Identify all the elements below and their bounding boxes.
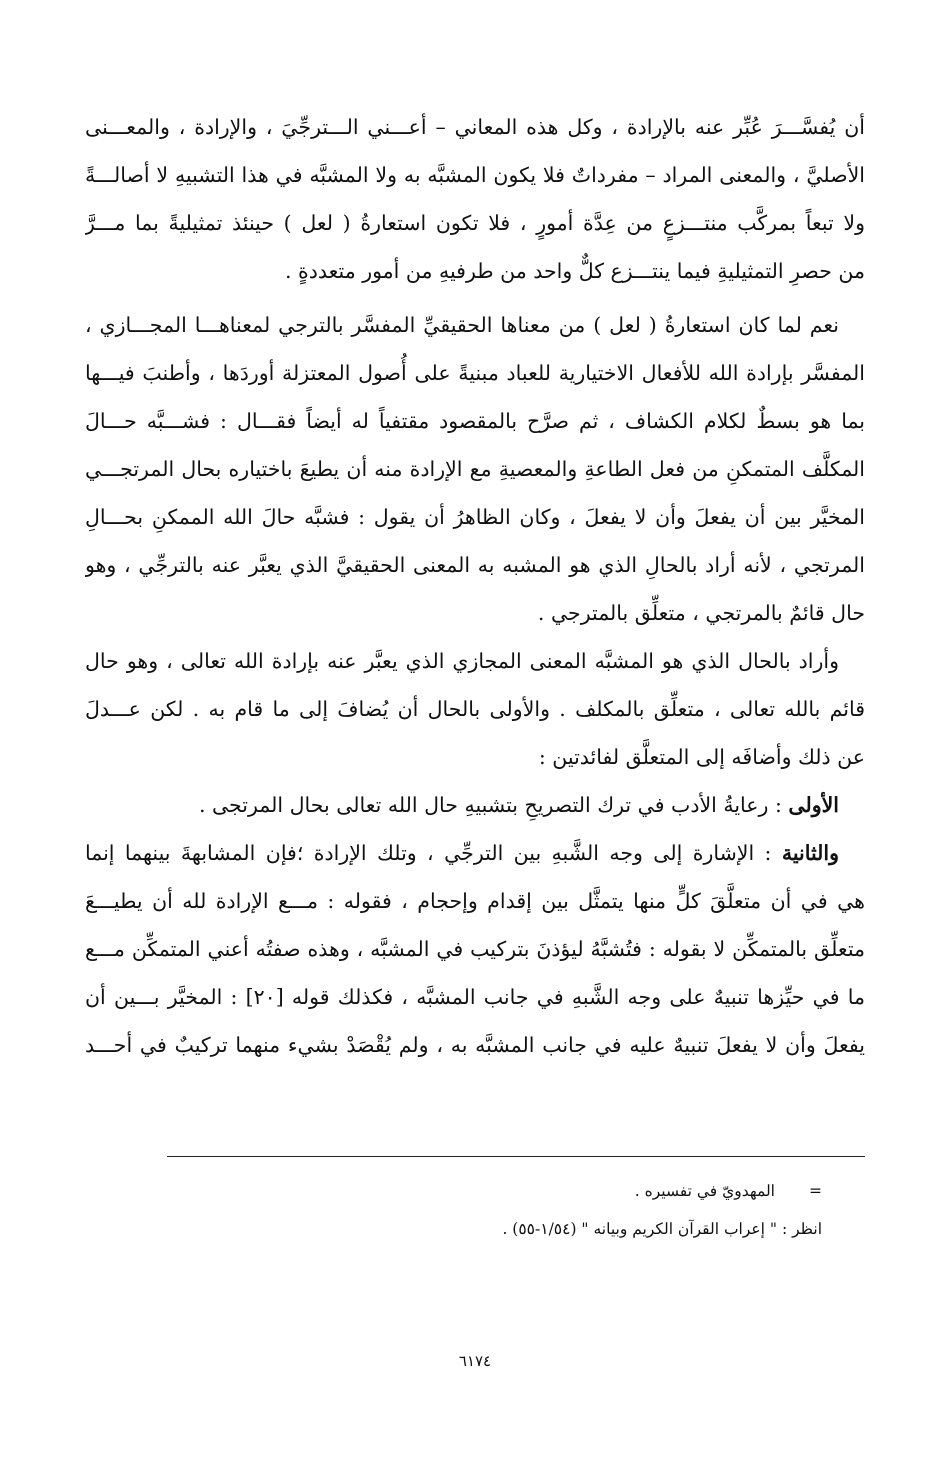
text-line: عن ذلك وأضافَه إلى المتعلَّق لفائدتين : [538,745,865,769]
paragraph-2 [85,301,865,637]
text-line: حال قائمٌ بالمرتجي ، متعلِّق بالمترجي . [537,601,865,625]
benefit-text: : رعايةُ الأدب في ترك التصريحِ بتشبيهِ حال الله تعالى بحال المرتجى . [198,793,789,817]
footnotes [200,1172,822,1248]
text-line: بما هو بسطٌ لكلام الكشاف ، ثم صرَّح بالمقصود مقتفياً له أيضاً فقـــال : فشـــبَّه حـــالَ [85,409,865,433]
text-line: متعلِّق بالمتمكِّن لا بقوله : فتُشبَّهُ ليؤذنَ بتركيب في المشبَّه ، وهذه صفتُه أعني المتمكِّن مـــع [85,937,865,961]
first-benefit [85,781,865,829]
text-line: المخيَّر بين أن يفعلَ وأن لا يفعلَ ، وكان الظاهرُ أن يقول : فشبَّه حالَ الله الممكنِ بحـــالِ [85,505,865,529]
paragraph-3 [85,637,865,781]
text-line: أن يُفسَّـــرَ عُبِّر عنه بالإرادة ، وكل هذه المعاني – أعـــني الـــترجِّيَ ، والإرادة ، والمعـــنى [85,115,865,139]
benefit-label: والثانية [781,841,839,865]
paragraph-1 [85,103,865,295]
page-number: ٦١٧٤ [458,1352,492,1370]
text-line [85,781,865,829]
text-line: قائم بالله تعالى ، متعلِّق بالمكلف . والأولى بالحال أن يُضافَ إلى ما قام به . لكن عـــدلَ [85,697,865,721]
text-line: يفعلَ وأن لا يفعلَ تنبيهٌ عليه في جانب المشبَّه به ، ولم يُقْصَدْ بشيء منهما تركيبٌ في أحـــد [85,1033,865,1057]
text-line: المفسَّر بإرادة الله للأفعال الاختيارية للعباد مبنيةً على أُصول المعتزلة أوردَها ، وأطنبَ فيـــها [85,361,865,385]
text-line: الأصليَّ ، والمعنى المراد – مفرداتٌ فلا يكون المشبَّه به ولا المشبَّه في هذا التشبيهِ لا أصالـــةً [85,163,865,187]
footnote-line: انظر : " إعراب القرآن الكريم وبيانه " (١/٥٤-٥٥) . [502,1220,822,1238]
text-line: ولا تبعاً بمركَّب منتـــزعٍ من عِدَّة أمورٍ ، فلا تكون استعارةُ ( لعل ) حينئذ تمثيليةً بما مـــرَّ [85,211,865,235]
footnote-continuation-marker: = [809,1182,822,1200]
text-line [85,829,865,877]
text-line: هي في أن متعلَّقَ كلٍّ منها يتمثَّل بين إقدام وإحجام ، فقوله : مـــع الإرادة لله أن يطيـــعَ [85,889,865,913]
main-text [85,103,865,1069]
text-line: وأراد بالحال الذي هو المشبَّه المعنى المجازي الذي يعبَّر عنه بإرادة الله تعالى ، وهو حال [85,649,839,673]
text-line: من حصرِ التمثيليةِ فيما ينتـــزع كلٌّ واحد من طرفيهِ من أمور متعددةٍ . [284,259,865,283]
second-benefit [85,829,865,1069]
footnote-divider [167,1156,865,1157]
text-line: المكلَّف المتمكنِ من فعل الطاعةِ والمعصيةِ مع الإرادة منه أن يطيعَ باختياره بحال المرتجـــي [85,457,865,481]
footnote-text: المهدويّ في تفسيره . [634,1182,775,1200]
benefit-label: الأولى [788,793,839,817]
benefit-text: : الإشارة إلى وجه الشَّبهِ بين الترجِّي ، وتلك الإرادة ؛فإن المشابهةَ بينهما إنما [85,841,782,865]
text-line: نعم لما كان استعارةُ ( لعل ) من معناها الحقيقيِّ المفسَّر بالترجي لمعناهـــا المجـــازي ، [85,313,839,337]
footnote-line [200,1172,822,1210]
text-line: المرتجي ، لأنه أراد بالحالِ الذي هو المشبه به المعنى الحقيقيَّ الذي يعبَّر عنه بالترجِّي ، وهو [85,553,865,577]
text-line: ما في حيِّزها تنبيهٌ على وجه الشَّبهِ في جانب المشبَّه ، فكذلك قوله [٢٠] : المخيَّر بـــين أن [85,985,865,1009]
